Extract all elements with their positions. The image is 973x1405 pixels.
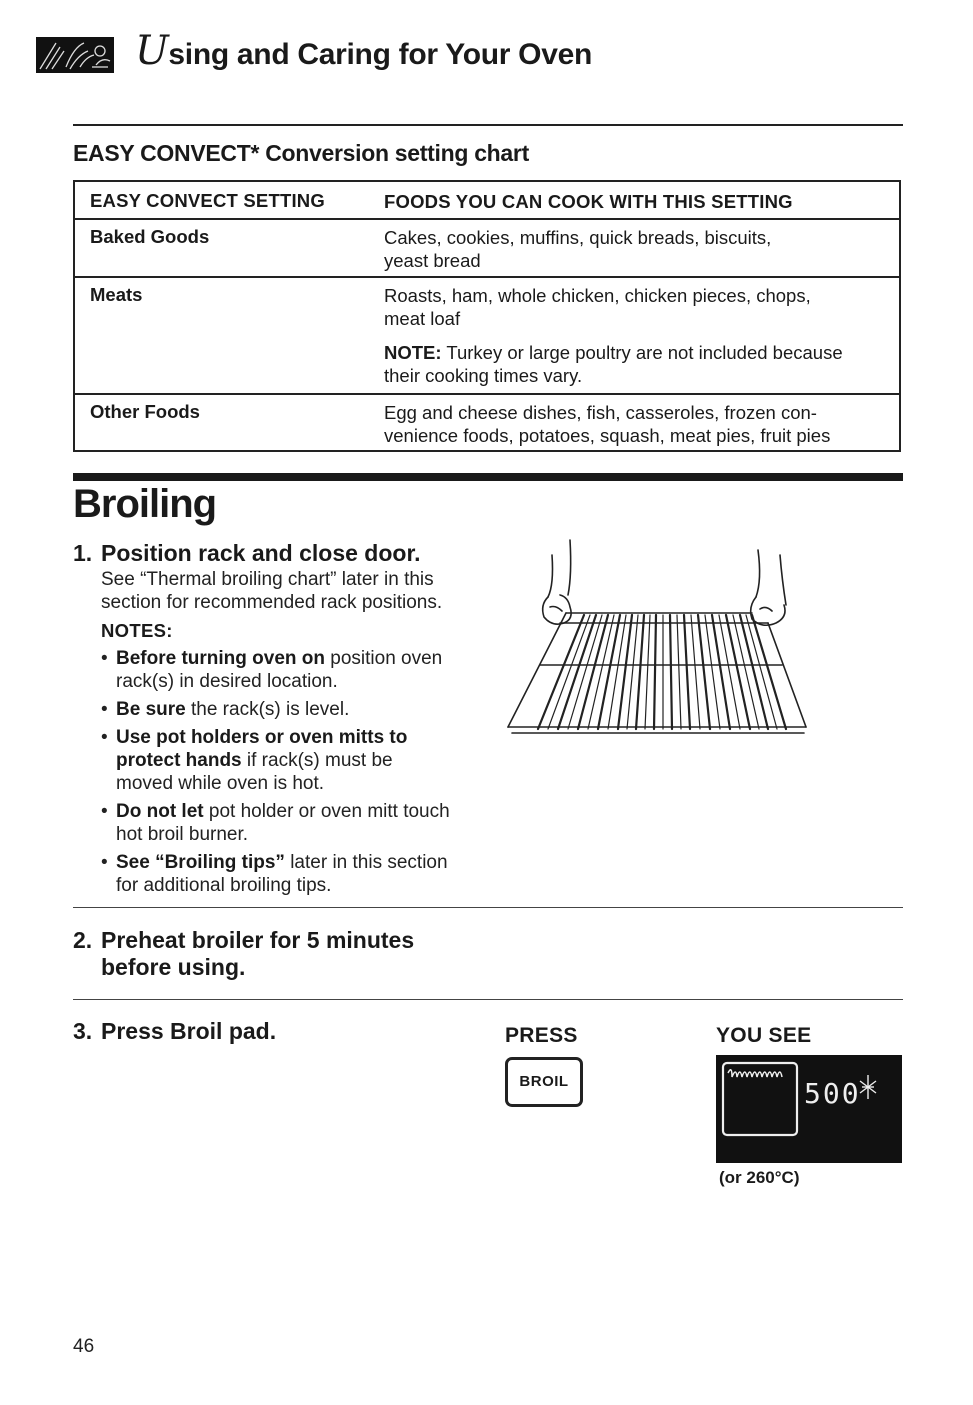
row-foods [384, 284, 894, 398]
section-title: Broiling [73, 482, 217, 526]
list-item: • Use pot holders or oven mitts to protect hands if rack(s) must be moved while oven is hot. [101, 727, 408, 794]
row-foods [384, 226, 894, 272]
step-divider [73, 999, 903, 1000]
foods-line: venience foods, potatoes, squash, meat pies, fruit pies [384, 425, 831, 446]
section-logo-icon [36, 37, 114, 73]
notes-list [101, 647, 491, 902]
foods-line: yeast bread [384, 250, 481, 271]
foods-line: Egg and cheese dishes, fish, casseroles, frozen con- [384, 402, 817, 423]
step-title: Preheat broiler for 5 minutes [101, 927, 415, 953]
column-header-foods: FOODS YOU CAN COOK WITH THIS SETTING [384, 191, 793, 212]
note-label: NOTE: [384, 342, 442, 363]
row-setting: Baked Goods [90, 226, 210, 247]
display-readout: 500 [804, 1077, 861, 1110]
column-header-setting: EASY CONVECT SETTING [90, 190, 325, 211]
broil-pad-label: BROIL [519, 1073, 569, 1090]
you-see-label: YOU SEE [716, 1024, 812, 1047]
title-text: sing and Caring for Your Oven [168, 38, 592, 71]
table-header-row [75, 182, 899, 220]
foods-line: Roasts, ham, whole chicken, chicken pieces, chops, [384, 285, 811, 306]
step-number: 1. [73, 540, 93, 566]
row-foods [384, 401, 894, 447]
conversion-table [73, 180, 901, 452]
table-row [75, 278, 899, 395]
step-title: before using. [101, 954, 246, 980]
note-text: Turkey or large poultry are not included because [441, 342, 843, 363]
chart-title: EASY CONVECT* Conversion setting chart [73, 140, 529, 166]
step-number: 3. [73, 1018, 93, 1044]
step-number: 2. [73, 927, 93, 953]
step-3-heading [73, 1018, 276, 1045]
title-dropcap: U [135, 28, 169, 74]
step-divider [73, 907, 903, 908]
oven-rack-illustration [500, 535, 820, 740]
page-number: 46 [73, 1336, 95, 1357]
body-line: See “Thermal broiling chart” later in this [101, 569, 434, 590]
temperature-note: (or 260°C) [719, 1168, 800, 1187]
press-label: PRESS [505, 1024, 578, 1047]
list-item: • See “Broiling tips” later in this section for additional broiling tips. [101, 852, 448, 896]
foods-line: meat loaf [384, 308, 461, 329]
step-title: Position rack and close door. [101, 540, 421, 566]
table-row [75, 395, 899, 452]
notes-label: NOTES: [101, 620, 173, 641]
list-item: • Be sure the rack(s) is level. [101, 699, 350, 720]
section-divider [73, 473, 903, 481]
body-line: section for recommended rack positions. [101, 592, 443, 613]
row-setting: Meats [90, 284, 143, 305]
step-1-body [101, 568, 481, 614]
step-2-heading [73, 927, 414, 981]
row-setting: Other Foods [90, 401, 200, 422]
list-item: • Do not let pot holder or oven mitt touch hot broil burner. [101, 801, 450, 845]
table-row [75, 220, 899, 278]
row-note [384, 341, 894, 387]
page-header-title [135, 28, 592, 74]
header-divider [73, 124, 903, 126]
broil-pad-button[interactable] [505, 1057, 583, 1107]
step-title: Press Broil pad. [101, 1018, 277, 1044]
step-1-heading [73, 540, 421, 567]
note-text: their cooking times vary. [384, 365, 583, 386]
oven-display [716, 1055, 902, 1163]
list-item: • Before turning oven on position oven rack(s) in desired location. [101, 648, 443, 692]
foods-line: Cakes, cookies, muffins, quick breads, biscuits, [384, 227, 772, 248]
